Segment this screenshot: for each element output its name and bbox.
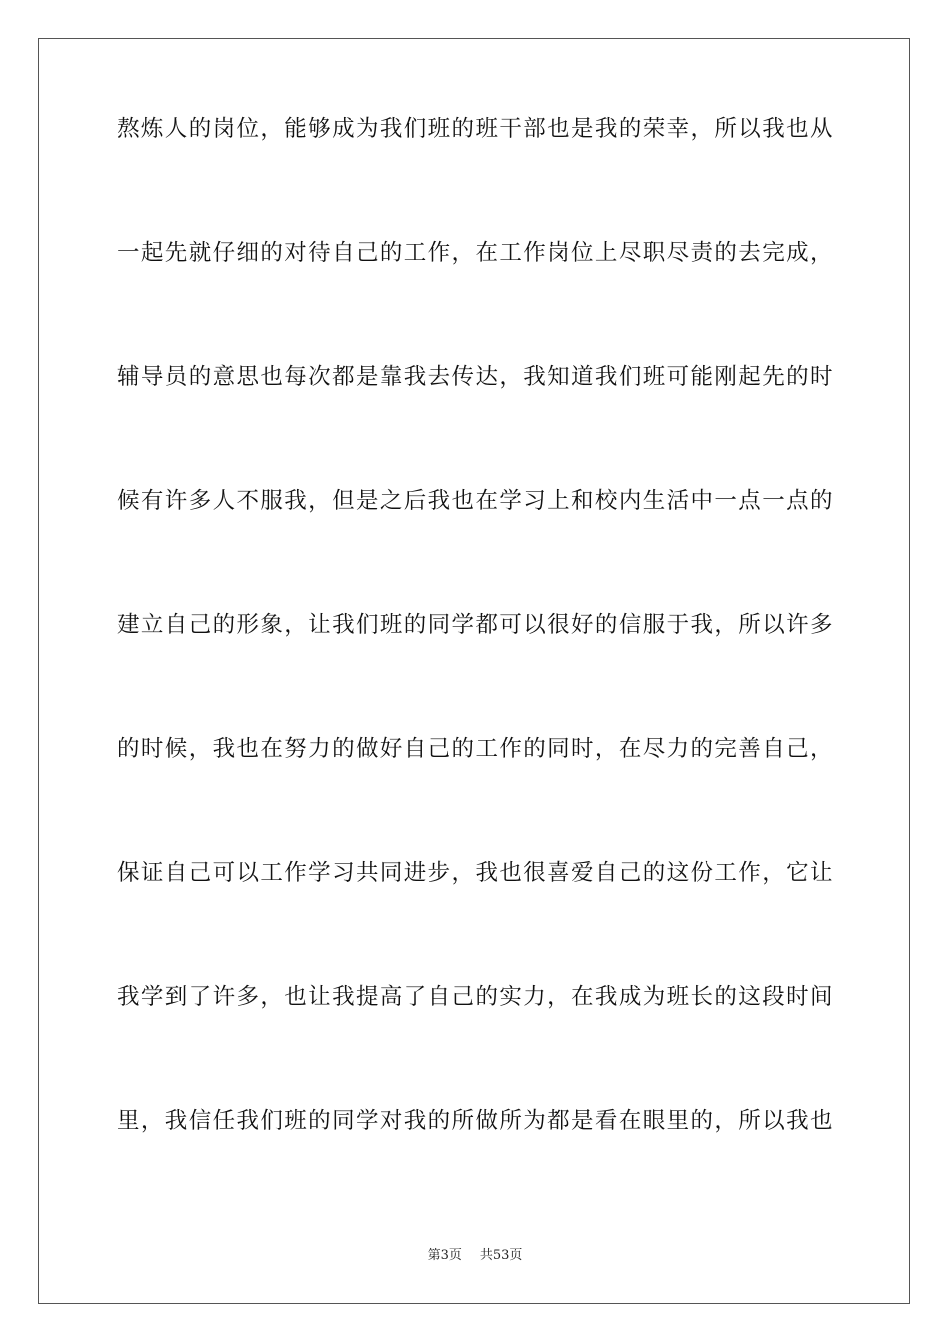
text-line-9: 里，我信任我们班的同学对我的所做所为都是看在眼里的，所以我也: [117, 1108, 833, 1134]
page-footer: [0, 1246, 950, 1266]
document-body: [117, 116, 833, 1245]
text-line-5: 建立自己的形象，让我们班的同学都可以很好的信服于我，所以许多: [117, 612, 833, 638]
text-line-4: 候有许多人不服我，但是之后我也在学习上和校内生活中一点一点的: [117, 488, 833, 514]
current-page-number: 第3页: [427, 1248, 462, 1263]
text-line-8: 我学到了许多，也让我提高了自己的实力，在我成为班长的这段时间: [117, 984, 833, 1010]
text-line-1: 熬炼人的岗位，能够成为我们班的班干部也是我的荣幸，所以我也从: [117, 116, 833, 142]
text-line-6: 的时候，我也在努力的做好自己的工作的同时，在尽力的完善自己，: [117, 736, 833, 762]
total-page-count: 共53页: [479, 1248, 523, 1263]
text-line-7: 保证自己可以工作学习共同进步，我也很喜爱自己的这份工作，它让: [117, 860, 833, 886]
text-line-3: 辅导员的意思也每次都是靠我去传达，我知道我们班可能刚起先的时: [117, 364, 833, 390]
text-line-2: 一起先就仔细的对待自己的工作，在工作岗位上尽职尽责的去完成，: [117, 240, 833, 266]
